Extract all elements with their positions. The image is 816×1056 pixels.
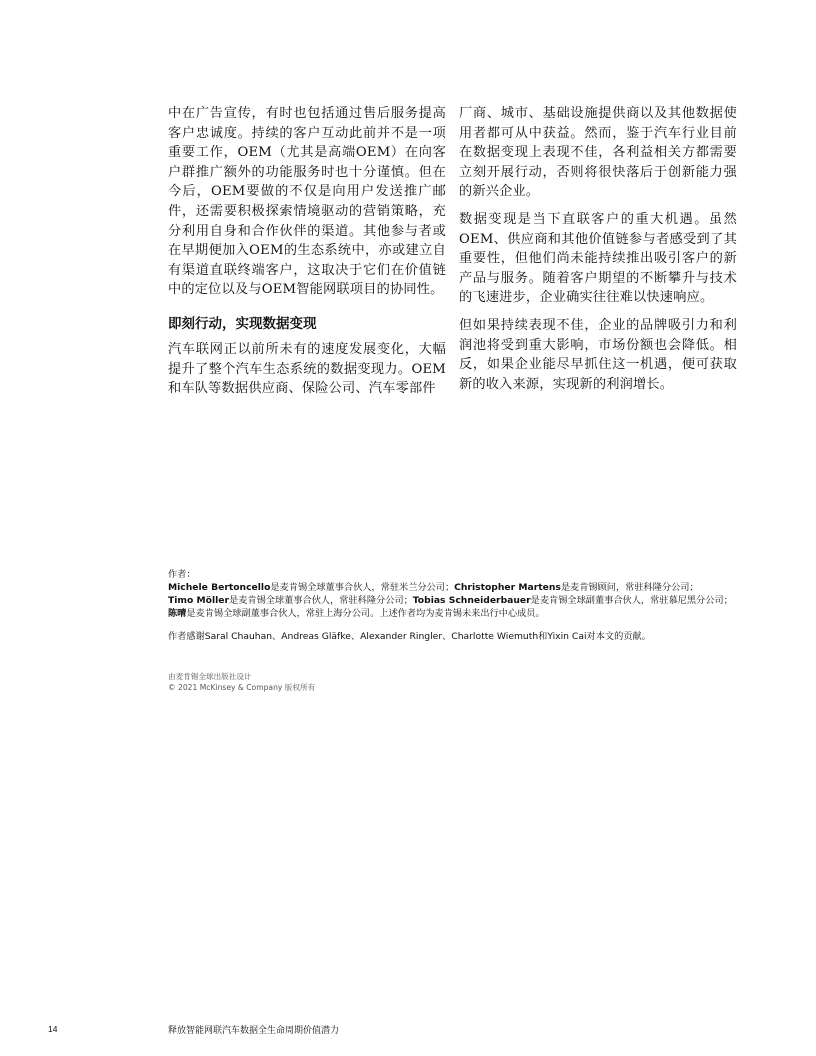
publisher-note — [168, 671, 568, 693]
body-paragraph: 汽车联网正以前所未有的速度发展变化，大幅提升了整个汽车生态系统的数据变现力。OEM和车队等数据供应商、保险公司、汽车零部件 — [168, 341, 446, 397]
author-description: 是麦肯锡全球副董事合伙人，常驻上海分公司。上述作者均为麦肯锡未来出行中心成员。 — [186, 608, 545, 619]
design-credit: 由麦肯锡全球出版社设计 — [168, 672, 252, 681]
body-paragraph: 数据变现是当下直联客户的重大机遇。虽然OEM、供应商和其他价值链参与者感受到了其重要性，但他们尚未能持续推出吸引客户的新产品与服务。随着客户期望的不断攀升与技术的飞速进步，企业确实往往难以快速响应。 — [459, 211, 737, 306]
author-name: Christopher Martens — [454, 582, 561, 593]
acknowledgement: 作者感谢Saral Chauhan、Andreas Gläfke、Alexander Ringler、Charlotte Wiemuth和Yixin Cai对本文的贡献。 — [168, 631, 651, 642]
page-number: 14 — [48, 1024, 58, 1034]
author-name: Tobias Schneiderbauer — [412, 595, 531, 606]
left-column — [168, 104, 446, 399]
section-heading: 即刻行动，实现数据变现 — [168, 315, 317, 332]
author-description: 是麦肯锡全球董事合伙人，常驻科隆分公司； — [229, 595, 413, 606]
author-list — [168, 581, 748, 620]
author-description: 是麦肯锡全球董事合伙人，常驻米兰分公司； — [270, 582, 455, 593]
copyright-notice: © 2021 McKinsey & Company 版权所有 — [168, 683, 316, 692]
right-column — [459, 104, 737, 394]
author-name: 陈晴 — [168, 608, 187, 619]
author-name: Michele Bertoncello — [168, 582, 271, 593]
author-block — [168, 568, 748, 643]
body-paragraph: 厂商、城市、基础设施提供商以及其他数据使用者都可从中获益。然而，鉴于汽车行业目前在数据变现上表现不佳，各利益相关方都需要立刻开展行动，否则将很快落后于创新能力强的新兴企业。 — [459, 106, 737, 200]
author-label: 作者： — [168, 569, 196, 580]
body-paragraph: 中在广告宣传，有时也包括通过售后服务提高客户忠诚度。持续的客户互动此前并不是一项重要工作，OEM（尤其是高端OEM）在向客户群推广额外的功能服务时也十分谨慎。但在今后，OEM要做的不仅是向用户发送推广邮件，还需要积极探索情境驱动的营销策略，充分利用自身和合作伙伴的渠道。其他参与者或在早期便加入OEM的生态系统中，亦或建立自有渠道直联终端客户，这取决于它们在价值链中的定位以及与OEM智能网联项目的协同性。 — [168, 106, 446, 298]
author-description: 是麦肯锡顾问，常驻科隆分公司； — [560, 582, 699, 593]
running-title: 释放智能网联汽车数据全生命周期价值潜力 — [168, 1026, 340, 1036]
author-description: 是麦肯锡全球副董事合伙人，常驻慕尼黑分公司； — [530, 595, 733, 606]
body-paragraph: 但如果持续表现不佳，企业的品牌吸引力和利润池将受到重大影响，市场份额也会降低。相反，如果企业能尽早抓住这一机遇，便可获取新的收入来源，实现新的利润增长。 — [459, 317, 737, 392]
author-name: Timo Möller — [168, 595, 230, 606]
